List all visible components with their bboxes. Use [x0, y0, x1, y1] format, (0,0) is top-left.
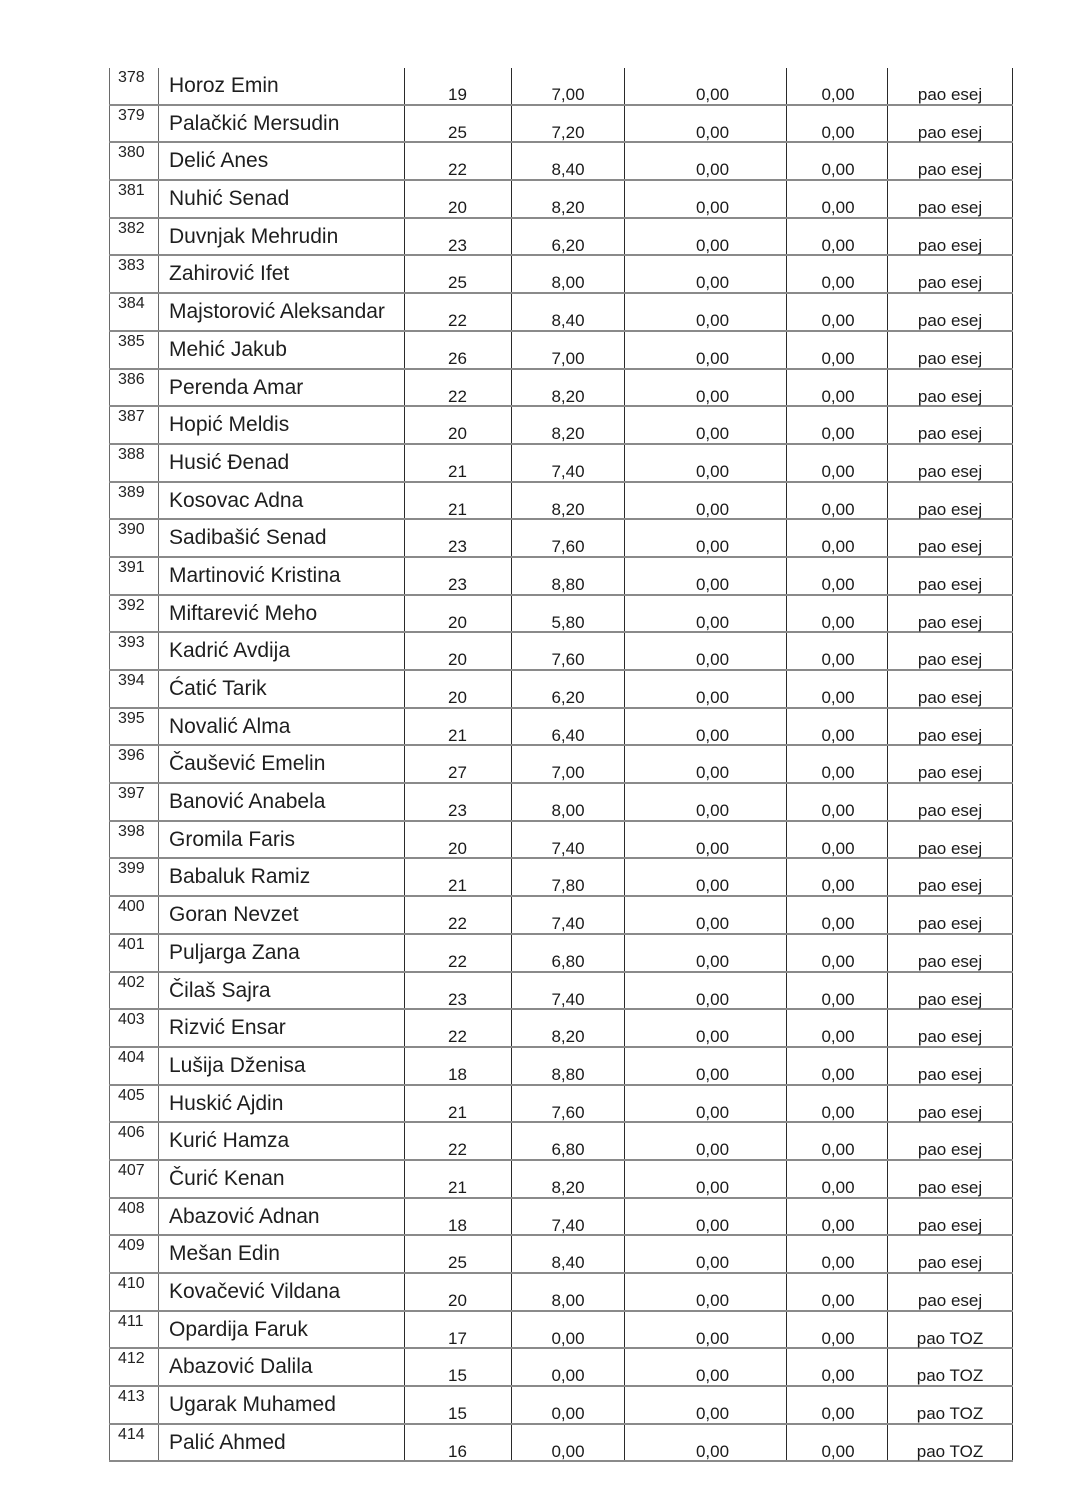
- score-2: 0,00: [624, 633, 786, 669]
- row-number: 396: [109, 746, 159, 782]
- score-2: 0,00: [624, 1236, 786, 1272]
- score-1: 6,80: [511, 935, 624, 971]
- table-row: [109, 671, 1013, 709]
- candidate-name: Husić Đenad: [169, 450, 290, 474]
- candidate-name: Novalić Alma: [169, 714, 291, 738]
- score-3: 0,00: [786, 859, 887, 895]
- candidate-name: Delić Anes: [169, 149, 269, 173]
- age-value: 25: [404, 1236, 511, 1272]
- candidate-name: Zahirović Ifet: [169, 262, 290, 286]
- candidate-name: Ugarak Muhamed: [169, 1393, 336, 1417]
- candidate-name: Lušija Dženisa: [169, 1053, 306, 1077]
- table-row: [109, 897, 1013, 935]
- candidate-name: Mešan Edin: [169, 1242, 280, 1266]
- table-row: [109, 1312, 1013, 1350]
- age-value: 20: [404, 633, 511, 669]
- score-2: 0,00: [624, 294, 786, 330]
- score-3: 0,00: [786, 633, 887, 669]
- row-number: 383: [109, 256, 159, 292]
- score-2: 0,00: [624, 520, 786, 556]
- age-value: 23: [404, 784, 511, 820]
- score-2: 0,00: [624, 370, 786, 406]
- score-3: 0,00: [786, 1274, 887, 1310]
- table-row: [109, 973, 1013, 1011]
- status-text: pao esej: [887, 859, 1013, 895]
- table-row: [109, 68, 1013, 106]
- score-1: 7,40: [511, 897, 624, 933]
- score-1: 6,40: [511, 709, 624, 745]
- score-3: 0,00: [786, 1048, 887, 1084]
- table-row: [109, 1161, 1013, 1199]
- score-2: 0,00: [624, 181, 786, 217]
- status-text: pao esej: [887, 407, 1013, 443]
- score-2: 0,00: [624, 1274, 786, 1310]
- age-value: 18: [404, 1199, 511, 1235]
- status-text: pao esej: [887, 633, 1013, 669]
- candidate-name: Sadibašić Senad: [169, 526, 327, 550]
- score-3: 0,00: [786, 973, 887, 1009]
- row-number: 397: [109, 784, 159, 820]
- status-text: pao TOZ: [887, 1312, 1013, 1348]
- score-3: 0,00: [786, 143, 887, 179]
- table-row: [109, 784, 1013, 822]
- age-value: 20: [404, 671, 511, 707]
- candidate-name: Palić Ahmed: [169, 1430, 286, 1454]
- row-number: 398: [109, 822, 159, 858]
- candidate-name: Čilaš Sajra: [169, 978, 271, 1002]
- age-value: 21: [404, 1086, 511, 1122]
- score-3: 0,00: [786, 1123, 887, 1159]
- table-row: [109, 1010, 1013, 1048]
- score-3: 0,00: [786, 1236, 887, 1272]
- score-3: 0,00: [786, 746, 887, 782]
- score-1: 8,80: [511, 1048, 624, 1084]
- candidate-name: Kurić Hamza: [169, 1129, 290, 1153]
- candidate-name: Rizvić Ensar: [169, 1016, 286, 1040]
- score-2: 0,00: [624, 1425, 786, 1461]
- status-text: pao esej: [887, 1161, 1013, 1197]
- status-text: pao esej: [887, 332, 1013, 368]
- status-text: pao TOZ: [887, 1425, 1013, 1461]
- status-text: pao esej: [887, 294, 1013, 330]
- table-row: [109, 859, 1013, 897]
- status-text: pao esej: [887, 822, 1013, 858]
- score-3: 0,00: [786, 181, 887, 217]
- score-1: 7,40: [511, 445, 624, 481]
- row-number: 395: [109, 709, 159, 745]
- row-number: 401: [109, 935, 159, 971]
- status-text: pao esej: [887, 973, 1013, 1009]
- age-value: 27: [404, 746, 511, 782]
- status-text: pao esej: [887, 558, 1013, 594]
- table-row: [109, 1236, 1013, 1274]
- table-row: [109, 106, 1013, 144]
- table-row: [109, 935, 1013, 973]
- candidate-name: Čurić Kenan: [169, 1166, 285, 1190]
- row-number: 378: [109, 68, 159, 104]
- score-3: 0,00: [786, 1387, 887, 1423]
- status-text: pao esej: [887, 106, 1013, 142]
- table-row: [109, 370, 1013, 408]
- row-number: 413: [109, 1387, 159, 1423]
- score-2: 0,00: [624, 483, 786, 519]
- candidate-name: Banović Anabela: [169, 790, 326, 814]
- score-2: 0,00: [624, 1387, 786, 1423]
- score-1: 0,00: [511, 1312, 624, 1348]
- row-number: 409: [109, 1236, 159, 1272]
- score-3: 0,00: [786, 1161, 887, 1197]
- candidate-name: Opardija Faruk: [169, 1317, 308, 1341]
- age-value: 21: [404, 859, 511, 895]
- age-value: 17: [404, 1312, 511, 1348]
- score-2: 0,00: [624, 1123, 786, 1159]
- status-text: pao esej: [887, 1048, 1013, 1084]
- status-text: pao esej: [887, 1010, 1013, 1046]
- age-value: 15: [404, 1349, 511, 1385]
- score-3: 0,00: [786, 935, 887, 971]
- results-table: [109, 68, 1013, 1462]
- score-1: 8,80: [511, 558, 624, 594]
- status-text: pao TOZ: [887, 1387, 1013, 1423]
- score-2: 0,00: [624, 859, 786, 895]
- status-text: pao esej: [887, 219, 1013, 255]
- score-3: 0,00: [786, 1425, 887, 1461]
- score-3: 0,00: [786, 822, 887, 858]
- score-2: 0,00: [624, 671, 786, 707]
- score-3: 0,00: [786, 68, 887, 104]
- score-2: 0,00: [624, 332, 786, 368]
- table-row: [109, 1123, 1013, 1161]
- age-value: 22: [404, 1010, 511, 1046]
- status-text: pao esej: [887, 671, 1013, 707]
- score-1: 6,80: [511, 1123, 624, 1159]
- score-1: 8,40: [511, 1236, 624, 1272]
- row-number: 400: [109, 897, 159, 933]
- score-2: 0,00: [624, 897, 786, 933]
- candidate-name: Abazović Dalila: [169, 1355, 313, 1379]
- score-1: 8,20: [511, 181, 624, 217]
- table-row: [109, 746, 1013, 784]
- score-2: 0,00: [624, 1010, 786, 1046]
- score-2: 0,00: [624, 1048, 786, 1084]
- row-number: 391: [109, 558, 159, 594]
- age-value: 22: [404, 294, 511, 330]
- age-value: 20: [404, 407, 511, 443]
- score-3: 0,00: [786, 1312, 887, 1348]
- age-value: 22: [404, 935, 511, 971]
- table-row: [109, 483, 1013, 521]
- score-1: 7,40: [511, 1199, 624, 1235]
- score-3: 0,00: [786, 709, 887, 745]
- age-value: 20: [404, 822, 511, 858]
- row-number: 405: [109, 1086, 159, 1122]
- table-row: [109, 596, 1013, 634]
- status-text: pao esej: [887, 370, 1013, 406]
- score-2: 0,00: [624, 1199, 786, 1235]
- score-1: 5,80: [511, 596, 624, 632]
- row-number: 380: [109, 143, 159, 179]
- candidate-name: Horoz Emin: [169, 74, 279, 97]
- candidate-name: Goran Nevzet: [169, 903, 299, 927]
- score-3: 0,00: [786, 520, 887, 556]
- table-row: [109, 520, 1013, 558]
- table-row: [109, 1349, 1013, 1387]
- score-2: 0,00: [624, 143, 786, 179]
- score-1: 8,20: [511, 370, 624, 406]
- age-value: 23: [404, 973, 511, 1009]
- status-text: pao esej: [887, 143, 1013, 179]
- candidate-name: Ćatić Tarik: [169, 677, 267, 700]
- candidate-name: Hopić Meldis: [169, 413, 290, 437]
- age-value: 20: [404, 1274, 511, 1310]
- candidate-name: Martinović Kristina: [169, 563, 341, 587]
- score-1: 0,00: [511, 1425, 624, 1461]
- row-number: 388: [109, 445, 159, 481]
- candidate-name: Čaušević Emelin: [169, 752, 326, 776]
- score-2: 0,00: [624, 219, 786, 255]
- table-row: [109, 219, 1013, 257]
- score-3: 0,00: [786, 558, 887, 594]
- table-row: [109, 407, 1013, 445]
- score-3: 0,00: [786, 1199, 887, 1235]
- candidate-name: Mehić Jakub: [169, 337, 287, 361]
- row-number: 407: [109, 1161, 159, 1197]
- row-number: 410: [109, 1274, 159, 1310]
- score-1: 7,60: [511, 1086, 624, 1122]
- status-text: pao esej: [887, 181, 1013, 217]
- age-value: 22: [404, 1123, 511, 1159]
- score-1: 8,00: [511, 784, 624, 820]
- score-2: 0,00: [624, 935, 786, 971]
- score-2: 0,00: [624, 68, 786, 104]
- score-1: 7,40: [511, 822, 624, 858]
- table-row: [109, 143, 1013, 181]
- row-number: 382: [109, 219, 159, 255]
- status-text: pao esej: [887, 483, 1013, 519]
- status-text: pao esej: [887, 784, 1013, 820]
- row-number: 393: [109, 633, 159, 669]
- score-2: 0,00: [624, 407, 786, 443]
- status-text: pao esej: [887, 709, 1013, 745]
- score-2: 0,00: [624, 256, 786, 292]
- age-value: 22: [404, 370, 511, 406]
- score-2: 0,00: [624, 558, 786, 594]
- row-number: 406: [109, 1123, 159, 1159]
- age-value: 21: [404, 1161, 511, 1197]
- score-1: 8,20: [511, 1010, 624, 1046]
- candidate-name: Miftarević Meho: [169, 601, 318, 625]
- score-1: 7,00: [511, 746, 624, 782]
- status-text: pao esej: [887, 68, 1013, 104]
- table-row: [109, 181, 1013, 219]
- table-row: [109, 1274, 1013, 1312]
- score-2: 0,00: [624, 1349, 786, 1385]
- score-3: 0,00: [786, 445, 887, 481]
- table-row: [109, 445, 1013, 483]
- row-number: 411: [109, 1312, 159, 1348]
- candidate-name: Kadrić Avdija: [169, 639, 291, 663]
- score-1: 8,20: [511, 407, 624, 443]
- table-row: [109, 1048, 1013, 1086]
- row-number: 389: [109, 483, 159, 519]
- age-value: 23: [404, 558, 511, 594]
- row-number: 392: [109, 596, 159, 632]
- age-value: 23: [404, 219, 511, 255]
- candidate-name: Nuhić Senad: [169, 187, 290, 211]
- row-number: 385: [109, 332, 159, 368]
- status-text: pao esej: [887, 897, 1013, 933]
- score-2: 0,00: [624, 1312, 786, 1348]
- candidate-name: Kosovac Adna: [169, 488, 304, 512]
- score-1: 8,40: [511, 294, 624, 330]
- score-2: 0,00: [624, 784, 786, 820]
- row-number: 386: [109, 370, 159, 406]
- row-number: 408: [109, 1199, 159, 1235]
- candidate-name: Perenda Amar: [169, 375, 304, 399]
- table-row: [109, 1199, 1013, 1237]
- score-3: 0,00: [786, 370, 887, 406]
- row-number: 394: [109, 671, 159, 707]
- row-number: 381: [109, 181, 159, 217]
- score-2: 0,00: [624, 822, 786, 858]
- age-value: 21: [404, 483, 511, 519]
- score-1: 8,20: [511, 1161, 624, 1197]
- score-3: 0,00: [786, 596, 887, 632]
- score-1: 7,20: [511, 106, 624, 142]
- score-3: 0,00: [786, 1086, 887, 1122]
- age-value: 15: [404, 1387, 511, 1423]
- table-row: [109, 633, 1013, 671]
- score-1: 8,00: [511, 256, 624, 292]
- status-text: pao esej: [887, 256, 1013, 292]
- score-3: 0,00: [786, 219, 887, 255]
- status-text: pao esej: [887, 1236, 1013, 1272]
- status-text: pao esej: [887, 1274, 1013, 1310]
- age-value: 23: [404, 520, 511, 556]
- score-3: 0,00: [786, 294, 887, 330]
- row-number: 379: [109, 106, 159, 142]
- score-1: 8,20: [511, 483, 624, 519]
- status-text: pao esej: [887, 596, 1013, 632]
- row-number: 384: [109, 294, 159, 330]
- score-1: 6,20: [511, 219, 624, 255]
- status-text: pao esej: [887, 1199, 1013, 1235]
- status-text: pao esej: [887, 935, 1013, 971]
- table-row: [109, 709, 1013, 747]
- row-number: 402: [109, 973, 159, 1009]
- score-2: 0,00: [624, 596, 786, 632]
- candidate-name: Babaluk Ramiz: [169, 865, 311, 889]
- score-3: 0,00: [786, 1010, 887, 1046]
- score-1: 8,00: [511, 1274, 624, 1310]
- row-number: 399: [109, 859, 159, 895]
- age-value: 21: [404, 709, 511, 745]
- status-text: pao esej: [887, 445, 1013, 481]
- row-number: 387: [109, 407, 159, 443]
- candidate-name: Palačkić Mersudin: [169, 111, 340, 135]
- age-value: 19: [404, 68, 511, 104]
- score-2: 0,00: [624, 746, 786, 782]
- score-1: 7,40: [511, 973, 624, 1009]
- score-1: 6,20: [511, 671, 624, 707]
- score-1: 0,00: [511, 1349, 624, 1385]
- table-row: [109, 294, 1013, 332]
- candidate-name: Puljarga Zana: [169, 940, 300, 964]
- score-3: 0,00: [786, 897, 887, 933]
- candidate-name: Duvnjak Mehrudin: [169, 224, 339, 248]
- status-text: pao esej: [887, 1123, 1013, 1159]
- age-value: 22: [404, 143, 511, 179]
- score-3: 0,00: [786, 106, 887, 142]
- age-value: 26: [404, 332, 511, 368]
- score-3: 0,00: [786, 256, 887, 292]
- score-1: 8,40: [511, 143, 624, 179]
- status-text: pao TOZ: [887, 1349, 1013, 1385]
- score-3: 0,00: [786, 483, 887, 519]
- row-number: 390: [109, 520, 159, 556]
- row-number: 404: [109, 1048, 159, 1084]
- table-row: [109, 558, 1013, 596]
- score-2: 0,00: [624, 106, 786, 142]
- score-2: 0,00: [624, 1086, 786, 1122]
- age-value: 20: [404, 596, 511, 632]
- row-number: 414: [109, 1425, 159, 1461]
- score-1: 7,80: [511, 859, 624, 895]
- age-value: 16: [404, 1425, 511, 1461]
- age-value: 25: [404, 256, 511, 292]
- score-2: 0,00: [624, 709, 786, 745]
- table-row: [109, 1387, 1013, 1425]
- score-1: 7,60: [511, 633, 624, 669]
- candidate-name: Huskić Ajdin: [169, 1091, 284, 1115]
- score-1: 7,00: [511, 68, 624, 104]
- score-1: 7,60: [511, 520, 624, 556]
- age-value: 20: [404, 181, 511, 217]
- table-row: [109, 1425, 1013, 1463]
- candidate-name: Kovačević Vildana: [169, 1280, 341, 1303]
- score-2: 0,00: [624, 1161, 786, 1197]
- candidate-name: Gromila Faris: [169, 827, 296, 851]
- row-number: 403: [109, 1010, 159, 1046]
- candidate-name: Majstorović Aleksandar: [169, 300, 385, 324]
- status-text: pao esej: [887, 520, 1013, 556]
- score-3: 0,00: [786, 407, 887, 443]
- table-row: [109, 332, 1013, 370]
- score-3: 0,00: [786, 1349, 887, 1385]
- score-3: 0,00: [786, 671, 887, 707]
- score-3: 0,00: [786, 784, 887, 820]
- table-row: [109, 256, 1013, 294]
- status-text: pao esej: [887, 1086, 1013, 1122]
- table-row: [109, 1086, 1013, 1124]
- status-text: pao esej: [887, 746, 1013, 782]
- age-value: 18: [404, 1048, 511, 1084]
- age-value: 21: [404, 445, 511, 481]
- age-value: 22: [404, 897, 511, 933]
- age-value: 25: [404, 106, 511, 142]
- score-1: 7,00: [511, 332, 624, 368]
- row-number: 412: [109, 1349, 159, 1385]
- score-2: 0,00: [624, 445, 786, 481]
- score-1: 0,00: [511, 1387, 624, 1423]
- score-2: 0,00: [624, 973, 786, 1009]
- score-3: 0,00: [786, 332, 887, 368]
- table-row: [109, 822, 1013, 860]
- candidate-name: Abazović Adnan: [169, 1204, 320, 1228]
